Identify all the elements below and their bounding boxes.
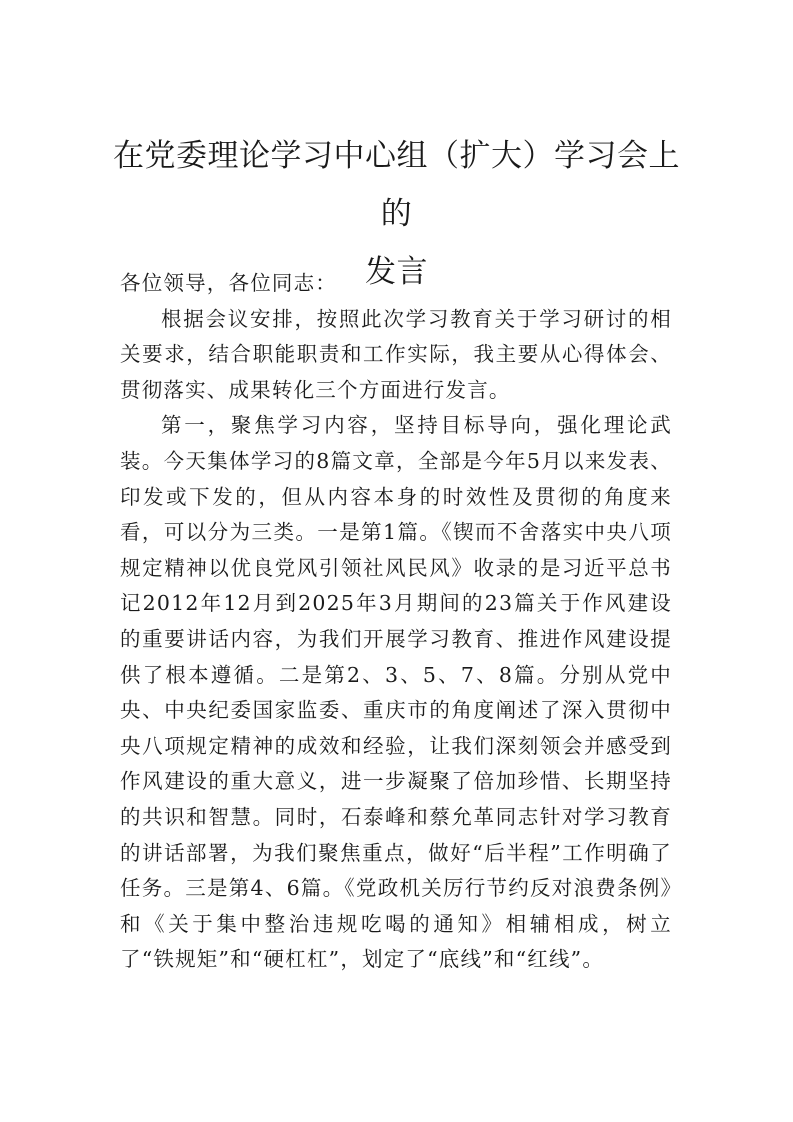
paragraph-1: 根据会议安排，按照此次学习教育关于学习研讨的相关要求，结合职能职责和工作实际，我主要从心得体会、贯彻落实、成果转化三个方面进行发言。	[120, 306, 672, 402]
document-body	[120, 266, 672, 978]
salutation: 各位领导，各位同志：	[120, 271, 337, 295]
paragraph-2: 第一，聚焦学习内容，坚持目标导向，强化理论武装。今天集体学习的8篇文章，全部是今年5月以来发表、印发或下发的，但从内容本身的时效性及贯彻的角度来看，可以分为三类。一是第1篇。《锲而不舍落实中央八项规定精神以优良党风引领社风民风》收录的是习近平总书记2012年12月到2025年3月期间的23篇关于作风建设的重要讲话内容，为我们开展学习教育、推进作风建设提供了根本遵循。二是第2、3、5、7、8篇。分别从党中央、中央纪委国家监委、重庆市的角度阐述了深入贯彻中央八项规定精神的成效和经验，让我们深刻领会并感受到作风建设的重大意义，进一步凝聚了倍加珍惜、长期坚持的共识和智慧。同时，石泰峰和蔡允革同志针对学习教育的讲话部署，为我们聚焦重点，做好“后半程”工作明确了任务。三是第4、6篇。《党政机关厉行节约反对浪费条例》和《关于集中整治违规吃喝的通知》相辅相成，树立了“铁规矩”和“硬杠杠”，划定了“底线”和“红线”。	[120, 413, 672, 972]
title-line-2: 发言	[365, 254, 428, 290]
title-line-1: 在党委理论学习中心组（扩大）学习会上的	[113, 138, 680, 232]
